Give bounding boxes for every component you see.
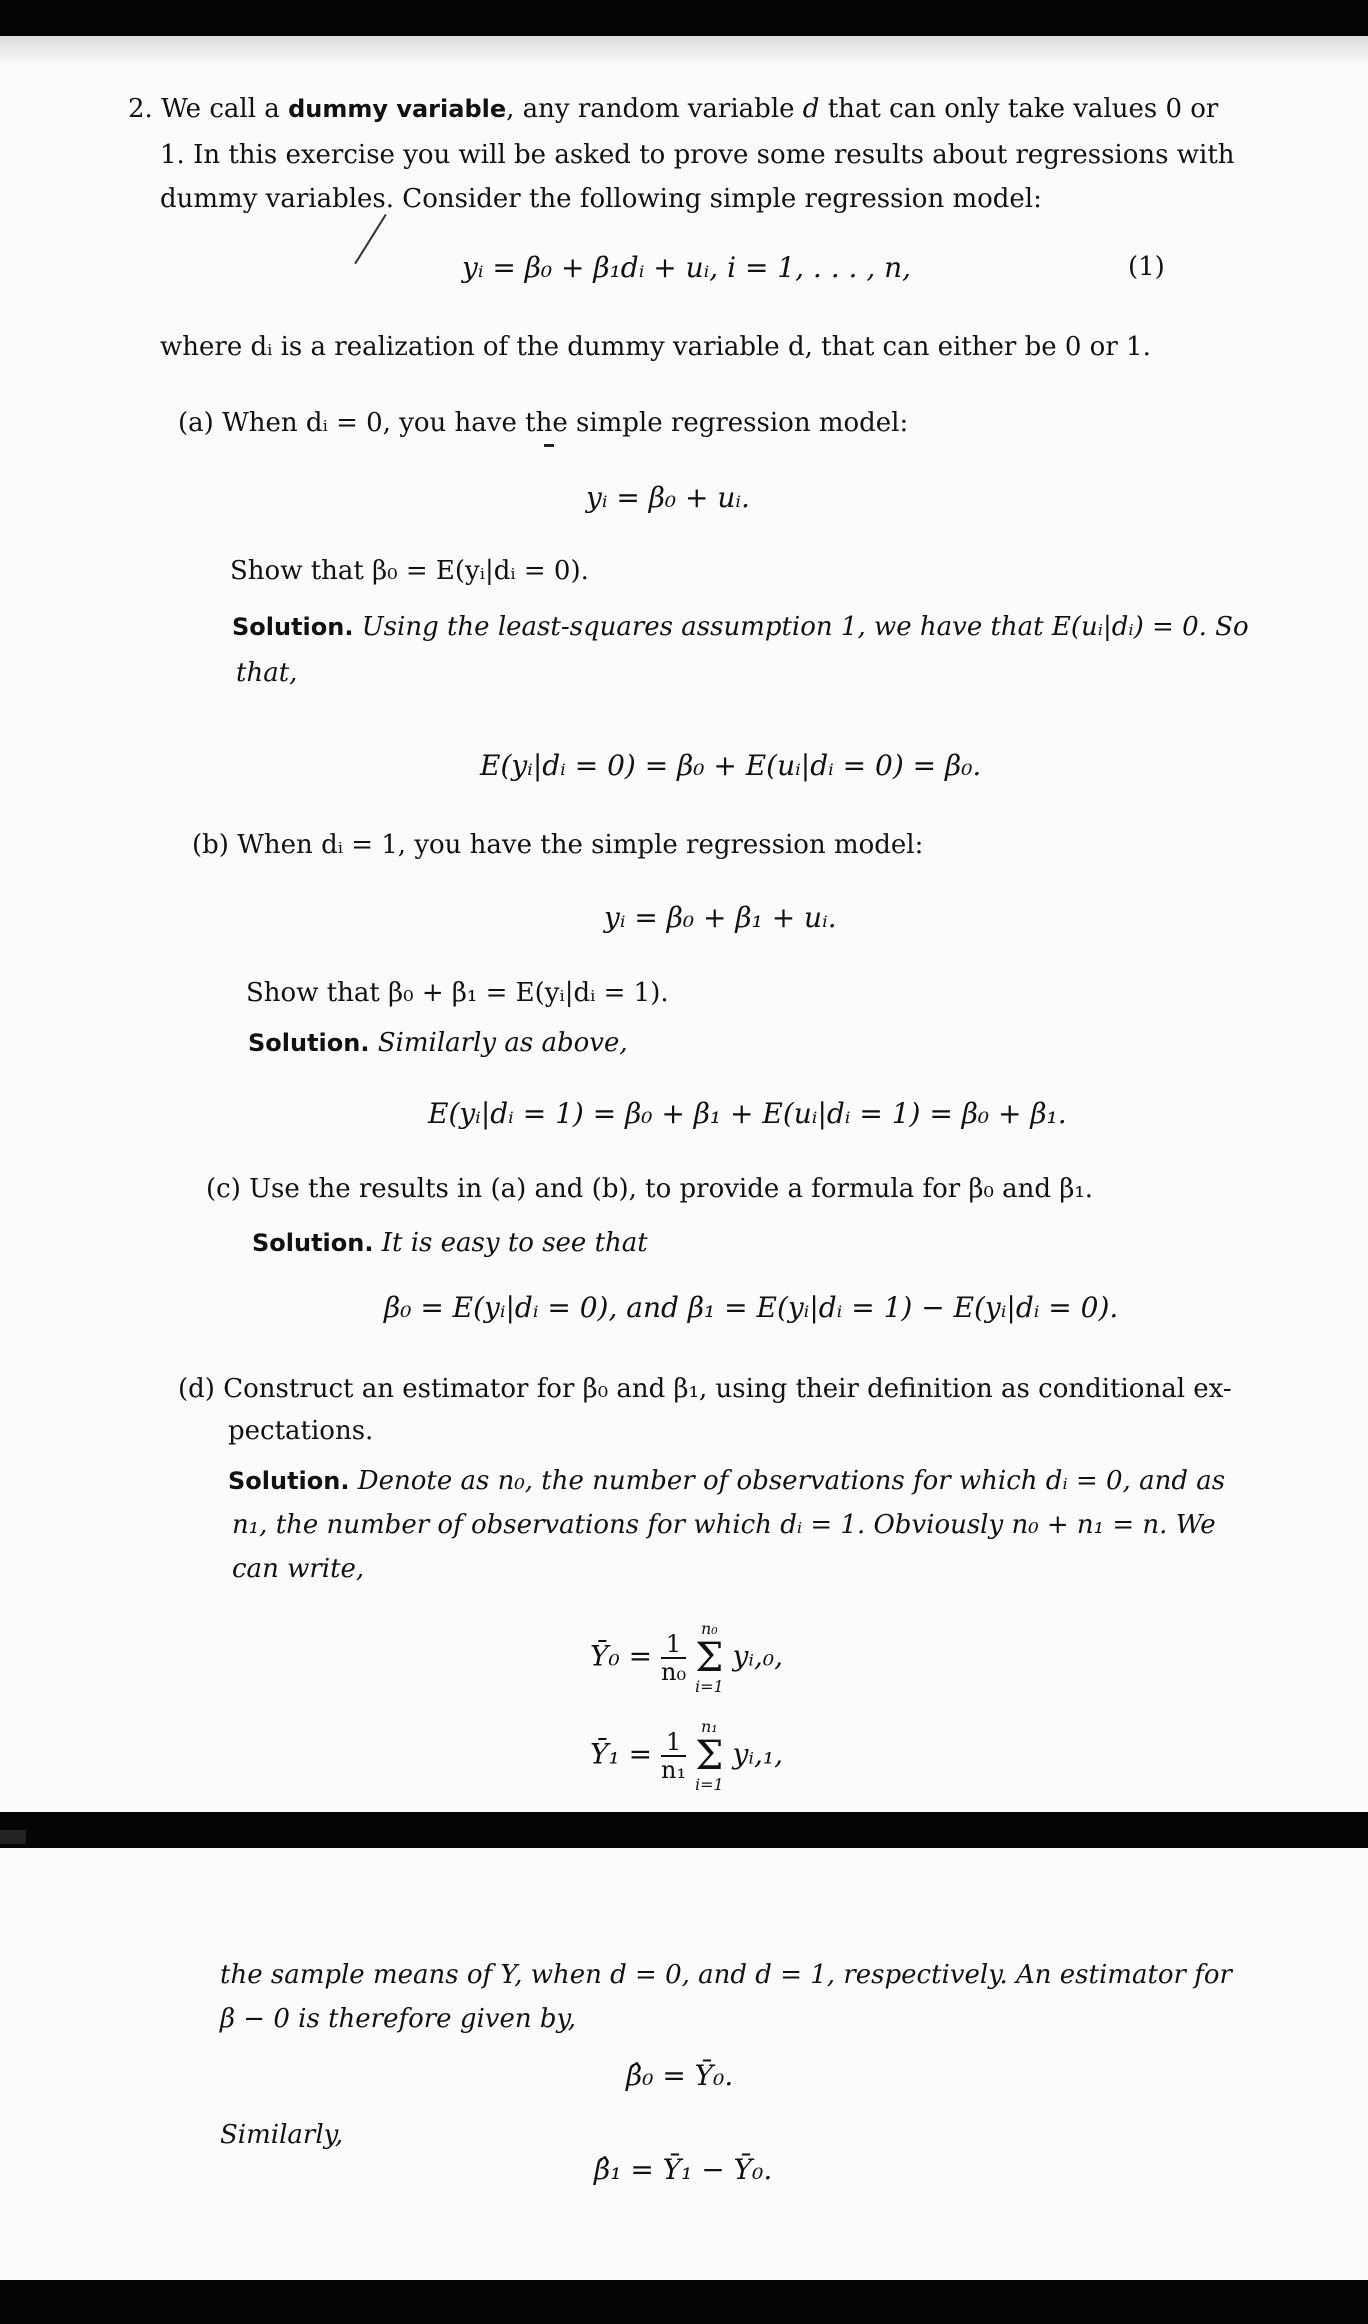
- fraction: [661, 1729, 686, 1783]
- fraction: [661, 1631, 686, 1685]
- part-d-solution-line-3: can write,: [232, 1554, 365, 1584]
- summation: [695, 1620, 724, 1696]
- mean-0-term: yᵢ,₀,: [732, 1639, 784, 1673]
- beta0-estimator-equation: β̂₀ = Ȳ₀.: [626, 2059, 734, 2092]
- dummy-variable-term: dummy variable: [288, 95, 507, 123]
- page-2-line-2: β − 0 is therefore given by,: [220, 2004, 577, 2034]
- part-d-label: (d): [178, 1374, 215, 1404]
- part-a-prompt: When dᵢ = 0, you have the simple regression model:: [222, 408, 909, 438]
- mean-1-term: yᵢ,₁,: [732, 1737, 784, 1771]
- part-c-solution-line-1: [252, 1226, 648, 1260]
- page-shadow: [0, 36, 1368, 66]
- part-b-label: (b): [192, 830, 229, 860]
- intro-text: , any random variable: [506, 94, 803, 124]
- part-a-label: (a): [178, 408, 214, 438]
- intro-line-2: 1. In this exercise you will be asked to prove some results about regressions with: [160, 140, 1235, 170]
- part-c-prompt: Use the results in (a) and (b), to provide a formula for β₀ and β₁.: [249, 1174, 1094, 1204]
- intro-text: We call a: [161, 94, 289, 124]
- sigma-symbol: Σ: [695, 1635, 724, 1681]
- part-b-equation: yᵢ = β₀ + β₁ + uᵢ.: [604, 901, 837, 934]
- scan-border-bottom: [0, 2280, 1368, 2324]
- mean-1-lhs: Ȳ₁ =: [590, 1737, 653, 1771]
- part-c-label: (c): [206, 1174, 241, 1204]
- part-a-solution-equation: E(yᵢ|dᵢ = 0) = β₀ + E(uᵢ|dᵢ = 0) = β₀.: [480, 749, 982, 782]
- solution-text: It is easy to see that: [381, 1228, 648, 1258]
- fraction-numerator: 1: [661, 1729, 686, 1757]
- solution-text: Similarly as above,: [377, 1028, 628, 1058]
- scan-border-top: [0, 0, 1368, 36]
- sigma-symbol: Σ: [695, 1733, 724, 1779]
- model-equation: yᵢ = β₀ + β₁dᵢ + uᵢ, i = 1, . . . , n,: [462, 251, 912, 284]
- solution-label: Solution.: [252, 1229, 374, 1257]
- scan-border-middle: [0, 1812, 1368, 1848]
- part-d-solution-line-2: n₁, the number of observations for which dᵢ = 1. Obviously n₀ + n₁ = n. We: [232, 1510, 1216, 1540]
- part-b-text: [192, 828, 923, 862]
- intro-variable: d: [802, 94, 820, 124]
- intro-line-1: [128, 92, 1218, 126]
- part-a-show: Show that β₀ = E(yᵢ|dᵢ = 0).: [230, 556, 589, 586]
- part-b-prompt: When dᵢ = 1, you have the simple regression model:: [237, 830, 924, 860]
- summation: [695, 1718, 724, 1794]
- sum-upper-limit: n₁: [700, 1717, 718, 1736]
- similarly-text: Similarly,: [220, 2120, 344, 2150]
- part-c-text: [206, 1172, 1093, 1206]
- part-a-text: [178, 406, 908, 440]
- beta1-estimator-equation: β̂₁ = Ȳ₁ − Ȳ₀.: [594, 2153, 773, 2186]
- part-a-solution-line-1: [232, 610, 1249, 644]
- sum-upper-limit: n₀: [700, 1619, 718, 1638]
- part-d-prompt: Construct an estimator for β₀ and β₁, using their definition as conditional ex-: [223, 1374, 1232, 1404]
- fraction-numerator: 1: [661, 1631, 686, 1659]
- solution-text: Using the least-squares assumption 1, we have that E(uᵢ|dᵢ) = 0. So: [361, 612, 1249, 642]
- page-2-line-1: the sample means of Y, when d = 0, and d = 1, respectively. An estimator for: [220, 1960, 1232, 1990]
- sum-lower-limit: i=1: [694, 1775, 724, 1794]
- page-2: [0, 1848, 1368, 2280]
- mean-0-lhs: Ȳ₀ =: [590, 1639, 653, 1673]
- part-b-show: Show that β₀ + β₁ = E(yᵢ|dᵢ = 1).: [246, 978, 669, 1008]
- part-c-solution-equation: β₀ = E(yᵢ|dᵢ = 0), and β₁ = E(yᵢ|dᵢ = 1) − E(yᵢ|dᵢ = 0).: [384, 1291, 1119, 1324]
- solution-label: Solution.: [248, 1029, 370, 1057]
- sample-mean-1-equation: [590, 1718, 783, 1794]
- intro-text: that can only take values 0 or: [819, 94, 1219, 124]
- problem-number: 2.: [128, 94, 153, 124]
- pencil-mark: [354, 214, 386, 264]
- part-a-equation: yᵢ = β₀ + uᵢ.: [586, 481, 750, 514]
- solution-label: Solution.: [232, 613, 354, 641]
- part-b-solution-equation: E(yᵢ|dᵢ = 1) = β₀ + β₁ + E(uᵢ|dᵢ = 1) = β₀ + β₁.: [428, 1097, 1067, 1130]
- part-d-solution-line-1: [228, 1464, 1225, 1498]
- stray-mark: [544, 444, 554, 447]
- scan-artifact: [0, 1830, 26, 1844]
- fraction-denominator: n₁: [660, 1756, 687, 1784]
- sample-mean-0-equation: [590, 1620, 783, 1696]
- solution-text: Denote as n₀, the number of observations for which dᵢ = 0, and as: [357, 1466, 1226, 1496]
- part-a-solution-line-2: that,: [236, 658, 298, 688]
- part-d-text-line-1: [178, 1372, 1232, 1406]
- where-line: where dᵢ is a realization of the dummy variable d, that can either be 0 or 1.: [160, 332, 1151, 362]
- part-d-text-line-2: pectations.: [228, 1416, 374, 1446]
- sum-lower-limit: i=1: [694, 1677, 724, 1696]
- solution-label: Solution.: [228, 1467, 350, 1495]
- fraction-denominator: n₀: [660, 1658, 687, 1686]
- equation-number: (1): [1128, 252, 1165, 282]
- part-b-solution-line-1: [248, 1026, 628, 1060]
- page-1: [0, 36, 1368, 1812]
- intro-line-3: dummy variables. Consider the following simple regression model:: [160, 184, 1042, 214]
